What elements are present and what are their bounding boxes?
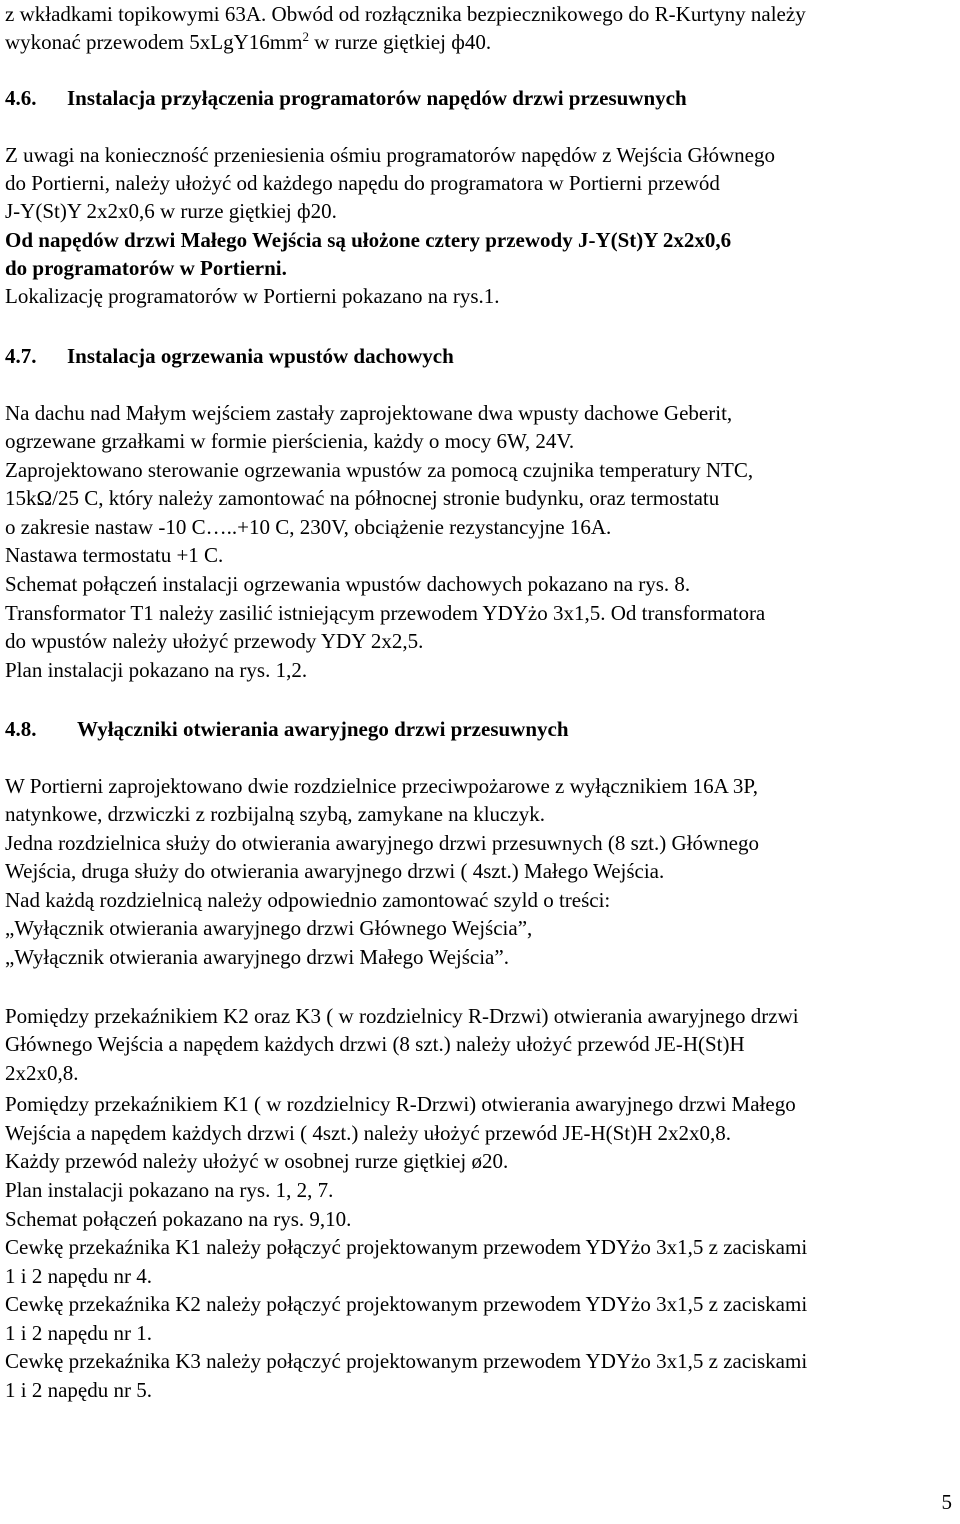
paragraph-line: do wpustów należy ułożyć przewody YDY 2x2,5.	[5, 629, 424, 653]
section-title: Instalacja ogrzewania wpustów dachowych	[67, 344, 454, 368]
paragraph-line: Schemat połączeń instalacji ogrzewania wpustów dachowych pokazano na rys. 8.	[5, 572, 691, 596]
section-4-8-heading	[5, 715, 569, 743]
paragraph-line: 2x2x0,8.	[5, 1061, 79, 1085]
paragraph-line-bold: do programatorów w Portierni.	[5, 256, 287, 280]
paragraph-line: 1 i 2 napędu nr 1.	[5, 1321, 152, 1345]
superscript-2: 2	[302, 29, 309, 44]
section-4-6-heading	[5, 84, 687, 112]
paragraph-line: „Wyłącznik otwierania awaryjnego drzwi Małego Wejścia”.	[5, 945, 509, 969]
paragraph-line: Pomiędzy przekaźnikiem K2 oraz K3 ( w rozdzielnicy R-Drzwi) otwierania awaryjnego drzwi	[5, 1004, 799, 1028]
paragraph-line: Na dachu nad Małym wejściem zastały zaprojektowane dwa wpusty dachowe Geberit,	[5, 401, 733, 425]
paragraph-line: 1 i 2 napędu nr 5.	[5, 1378, 152, 1402]
section-4-7-heading	[5, 342, 454, 370]
section-title: Instalacja przyłączenia programatorów napędów drzwi przesuwnych	[67, 86, 687, 110]
paragraph-line: Plan instalacji pokazano na rys. 1,2.	[5, 658, 308, 682]
paragraph-line: 1 i 2 napędu nr 4.	[5, 1264, 152, 1288]
intro-line-2-tail: w rurze giętkiej ф40.	[308, 30, 492, 54]
paragraph-line: Transformator T1 należy zasilić istniejącym przewodem YDYżo 3x1,5. Od transformatora	[5, 601, 766, 625]
paragraph-line: Głównego Wejścia a napędem każdych drzwi (8 szt.) należy ułożyć przewód JE-H(St)H	[5, 1032, 745, 1056]
paragraph-line: Lokalizację programatorów w Portierni pokazano na rys.1.	[5, 284, 500, 308]
intro-line-2-text: wykonać przewodem 5xLgY16mm	[5, 30, 303, 54]
paragraph-line: W Portierni zaprojektowano dwie rozdzielnice przeciwpożarowe z wyłącznikiem 16A 3P,	[5, 774, 759, 798]
paragraph-line: Cewkę przekaźnika K3 należy połączyć projektowanym przewodem YDYżo 3x1,5 z zaciskami	[5, 1349, 808, 1373]
paragraph-line: Nastawa termostatu +1 C.	[5, 543, 224, 567]
section-number: 4.6.	[5, 86, 37, 110]
paragraph-line: Pomiędzy przekaźnikiem K1 ( w rozdzielnicy R-Drzwi) otwierania awaryjnego drzwi Małego	[5, 1092, 796, 1116]
paragraph-line: Wejścia a napędem każdych drzwi ( 4szt.) należy ułożyć przewód JE-H(St)H 2x2x0,8.	[5, 1121, 732, 1145]
paragraph-line: o zakresie nastaw -10 C…..+10 C, 230V, obciążenie rezystancyjne 16A.	[5, 515, 612, 539]
paragraph-line: Cewkę przekaźnika K2 należy połączyć projektowanym przewodem YDYżo 3x1,5 z zaciskami	[5, 1292, 808, 1316]
section-title: Wyłączniki otwierania awaryjnego drzwi przesuwnych	[77, 717, 569, 741]
paragraph-line: Każdy przewód należy ułożyć w osobnej rurze giętkiej ø20.	[5, 1149, 509, 1173]
paragraph-line: 15kΩ/25 C, który należy zamontować na północnej stronie budynku, oraz termostatu	[5, 486, 720, 510]
paragraph-line: do Portierni, należy ułożyć od każdego napędu do programatora w Portierni przewód	[5, 171, 720, 195]
paragraph-line: natynkowe, drzwiczki z rozbijalną szybą, zamykane na kluczyk.	[5, 802, 545, 826]
paragraph-line: Zaprojektowano sterowanie ogrzewania wpustów za pomocą czujnika temperatury NTC,	[5, 458, 754, 482]
paragraph-line-bold: Od napędów drzwi Małego Wejścia są ułożone cztery przewody J-Y(St)Y 2x2x0,6	[5, 228, 732, 252]
intro-line-2	[5, 28, 491, 56]
section-number: 4.7.	[5, 344, 37, 368]
paragraph-line: Jedna rozdzielnica służy do otwierania awaryjnego drzwi przesuwnych (8 szt.) Głównego	[5, 831, 759, 855]
paragraph-line: ogrzewane grzałkami w formie pierścienia, każdy o mocy 6W, 24V.	[5, 429, 575, 453]
paragraph-line: Schemat połączeń pokazano na rys. 9,10.	[5, 1207, 352, 1231]
paragraph-line: Plan instalacji pokazano na rys. 1, 2, 7.	[5, 1178, 334, 1202]
paragraph-line: Wejścia, druga służy do otwierania awaryjnego drzwi ( 4szt.) Małego Wejścia.	[5, 859, 665, 883]
page-number: 5	[941, 1490, 952, 1514]
paragraph-line: Z uwagi na konieczność przeniesienia ośmiu programatorów napędów z Wejścia Głównego	[5, 143, 776, 167]
intro-line-1: z wkładkami topikowymi 63A. Obwód od rozłącznika bezpiecznikowego do R-Kurtyny należy	[5, 2, 806, 26]
paragraph-line: J-Y(St)Y 2x2x0,6 w rurze giętkiej ф20.	[5, 199, 337, 223]
paragraph-line: Cewkę przekaźnika K1 należy połączyć projektowanym przewodem YDYżo 3x1,5 z zaciskami	[5, 1235, 808, 1259]
paragraph-line: „Wyłącznik otwierania awaryjnego drzwi Głównego Wejścia”,	[5, 916, 533, 940]
section-number: 4.8.	[5, 717, 37, 741]
paragraph-line: Nad każdą rozdzielnicą należy odpowiednio zamontować szyld o treści:	[5, 888, 611, 912]
